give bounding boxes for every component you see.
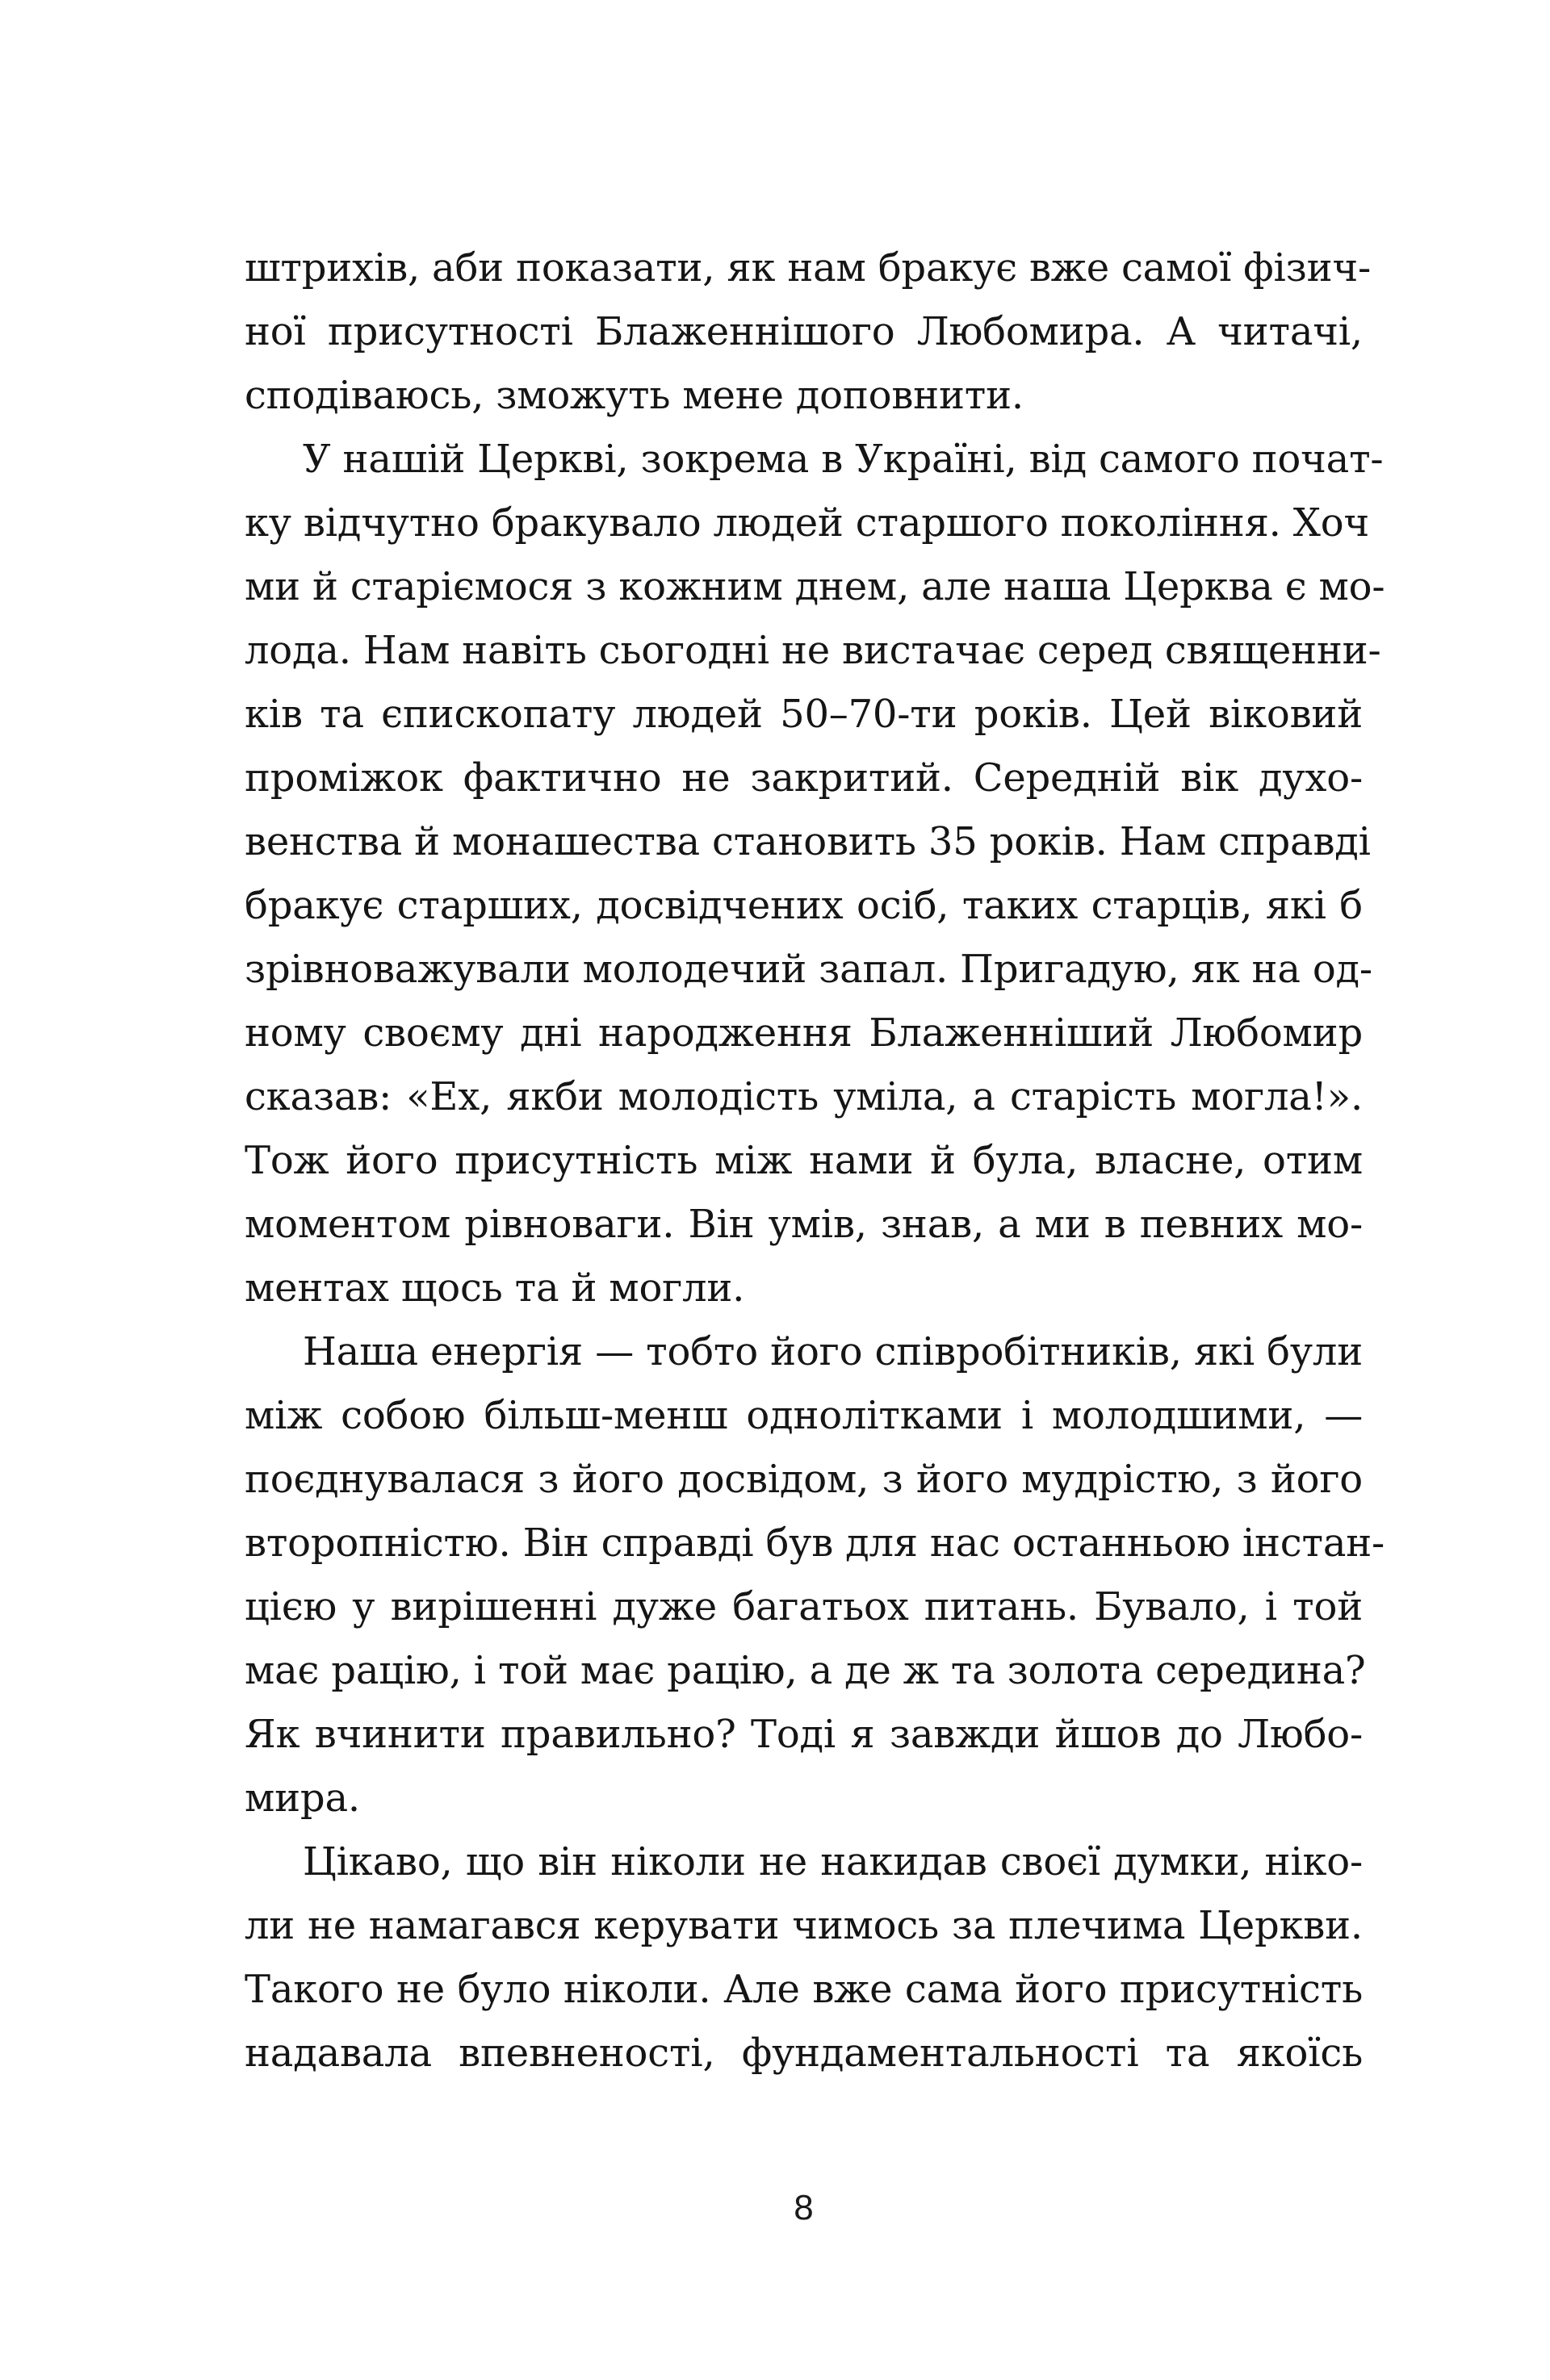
page-number: 8 bbox=[794, 2188, 814, 2227]
text-line: второпністю. Він справді був для нас останньою інстан- bbox=[245, 1520, 1385, 1566]
text-line: штрихів, аби показати, як нам бракує вже самої фізич- bbox=[245, 245, 1371, 291]
body-text bbox=[245, 236, 1385, 2085]
text-line: цією у вирішенні дуже багатьох питань. Бувало, і той bbox=[245, 1584, 1363, 1629]
text-line: моментом рівноваги. Він умів, знав, а ми в певних мо- bbox=[245, 1202, 1363, 1247]
text-line: надавала впевненості, фундаментальності та якоїсь bbox=[245, 2031, 1363, 2076]
text-line: сказав: «Ех, якби молодість уміла, а старість могла!». bbox=[245, 1074, 1363, 1119]
text-line: У нашій Церкві, зокрема в Україні, від самого почат- bbox=[303, 437, 1384, 482]
text-line: сподіваюсь, зможуть мене доповнити. bbox=[245, 373, 1024, 418]
text-line: ли не намагався керувати чимось за плечима Церкви. bbox=[245, 1903, 1363, 1948]
text-line: Такого не було ніколи. Але вже сама його присутність bbox=[245, 1967, 1363, 2012]
text-line: ку відчутно бракувало людей старшого покоління. Хоч bbox=[245, 500, 1370, 546]
text-line: зрівноважували молодечий запал. Пригадую, як на од- bbox=[245, 947, 1372, 992]
text-line: ків та єпископату людей 50–70-ти років. Цей віковий bbox=[245, 692, 1363, 737]
text-line: поєднувалася з його досвідом, з його мудрістю, з його bbox=[245, 1457, 1363, 1502]
text-line: між собою більш-менш однолітками і молодшими, — bbox=[245, 1393, 1363, 1438]
text-line: ментах щось та й могли. bbox=[245, 1265, 745, 1311]
text-line: бракує старших, досвідчених осіб, таких старців, які б bbox=[245, 883, 1363, 928]
text-line: Тож його присутність між нами й була, власне, отим bbox=[245, 1138, 1363, 1183]
text-line: Як вчинити правильно? Тоді я завжди йшов до Любо- bbox=[245, 1712, 1363, 1757]
text-line: має рацію, і той має рацію, а де ж та золота середина? bbox=[245, 1648, 1366, 1693]
text-line: ми й старіємося з кожним днем, але наша Церква є мо- bbox=[245, 564, 1385, 609]
text-line: проміжок фактично не закритий. Середній вік духо- bbox=[245, 755, 1363, 801]
text-line: ному своєму дні народження Блаженніший Любомир bbox=[245, 1010, 1363, 1056]
text-line: ної присутності Блаженнішого Любомира. А читачі, bbox=[245, 309, 1363, 354]
text-line: Цікаво, що він ніколи не накидав своєї думки, ніко- bbox=[303, 1839, 1363, 1884]
text-line: Наша енергія — тобто його співробітників, які були bbox=[303, 1329, 1363, 1374]
text-line: лода. Нам навіть сьогодні не вистачає серед священни- bbox=[245, 628, 1381, 673]
text-line: мира. bbox=[245, 1776, 360, 1821]
text-line: венства й монашества становить 35 років. Нам справді bbox=[245, 819, 1371, 864]
